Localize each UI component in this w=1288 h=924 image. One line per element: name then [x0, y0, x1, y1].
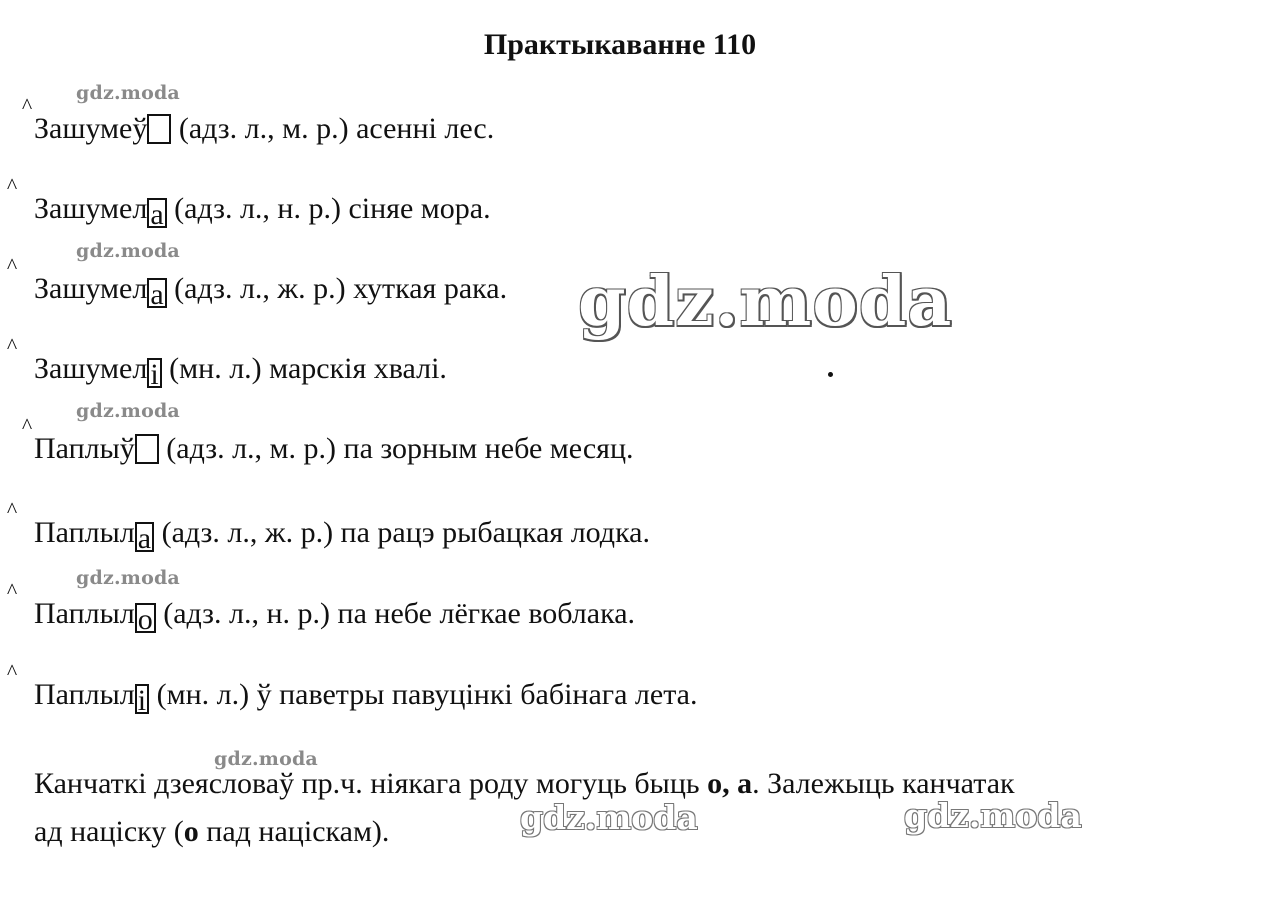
- accent-mark: ^: [6, 497, 18, 522]
- sentence-line: [6, 659, 698, 717]
- accent-mark: ^: [6, 333, 18, 358]
- word-stem: Зашумел ^: [6, 173, 148, 225]
- ending-box: [135, 434, 159, 464]
- ending-box: а: [147, 198, 166, 228]
- sentence-line: [6, 173, 491, 231]
- ending-box: і: [135, 684, 149, 714]
- word-stem: Зашуме ^: [21, 93, 133, 145]
- sentence-line: [21, 413, 634, 466]
- word-stem: Паплыл ^: [6, 497, 135, 549]
- sentence-line: [6, 333, 447, 391]
- note-bold-o: о: [183, 815, 199, 848]
- watermark-4: gdz.moda: [76, 567, 180, 589]
- ending-box: а: [135, 522, 154, 552]
- watermark-large: gdz.moda: [578, 262, 953, 342]
- watermark-1: gdz.moda: [76, 82, 180, 104]
- sentence-rest: (адз. л., ж. р.) хуткая рака.: [166, 272, 508, 305]
- stray-dot: [828, 372, 833, 377]
- word-stem: Зашумел ^: [6, 333, 148, 385]
- sentence-rest: (адз. л., ж. р.) па рацэ рыбацкая лодка.: [154, 516, 651, 549]
- ending-box: а: [147, 278, 166, 308]
- sentence-rest: (адз. л., н. р.) сіняе мора.: [166, 192, 491, 225]
- note-bold-endings: о, а: [707, 767, 753, 800]
- sentence-rest: (адз. л., м. р.) па зорным небе месяц.: [158, 432, 634, 465]
- ending-box: [147, 114, 171, 144]
- sentence-rest: (мн. л.) марскія хвалі.: [161, 352, 447, 385]
- page-title: Практыкаванне 110: [483, 28, 757, 61]
- rule-note: Канчаткі дзеясловаў пр.ч. ніякага роду могуць быць о, а. Залежыць канчатак ад націску (о пад націскам).: [34, 767, 1015, 848]
- word-ending: ў: [119, 432, 135, 465]
- accent-mark: ^: [6, 173, 18, 198]
- ending-box: о: [135, 603, 156, 633]
- word-ending: ў: [132, 112, 148, 145]
- ending-box: і: [147, 358, 161, 388]
- word-stem: Паплыл ^: [6, 659, 135, 711]
- word-stem: Зашумел ^: [6, 253, 148, 305]
- watermark-5: gdz.moda: [214, 748, 318, 770]
- watermark-3: gdz.moda: [76, 400, 180, 422]
- sentence-rest: (адз. л., м. р.) асенні лес.: [171, 112, 495, 145]
- sentence-line: [6, 253, 508, 311]
- sentence-rest: (мн. л.) ў паветры павуцінкі бабінага лета.: [149, 678, 698, 711]
- sentence-line: [6, 497, 651, 555]
- accent-mark: ^: [6, 253, 18, 278]
- accent-mark: ^: [6, 578, 18, 603]
- accent-mark: ^: [21, 93, 33, 118]
- watermark-7: gdz.moda: [904, 796, 1082, 835]
- accent-mark: ^: [6, 659, 18, 684]
- word-stem: Паплы ^: [21, 413, 120, 465]
- watermark-6: gdz.moda: [520, 798, 698, 837]
- sentence-rest: (адз. л., н. р.) па небе лёгкае воблака.: [155, 597, 636, 630]
- accent-mark: ^: [21, 413, 33, 438]
- watermark-2: gdz.moda: [76, 240, 180, 262]
- word-stem: Паплыл ^: [6, 578, 135, 630]
